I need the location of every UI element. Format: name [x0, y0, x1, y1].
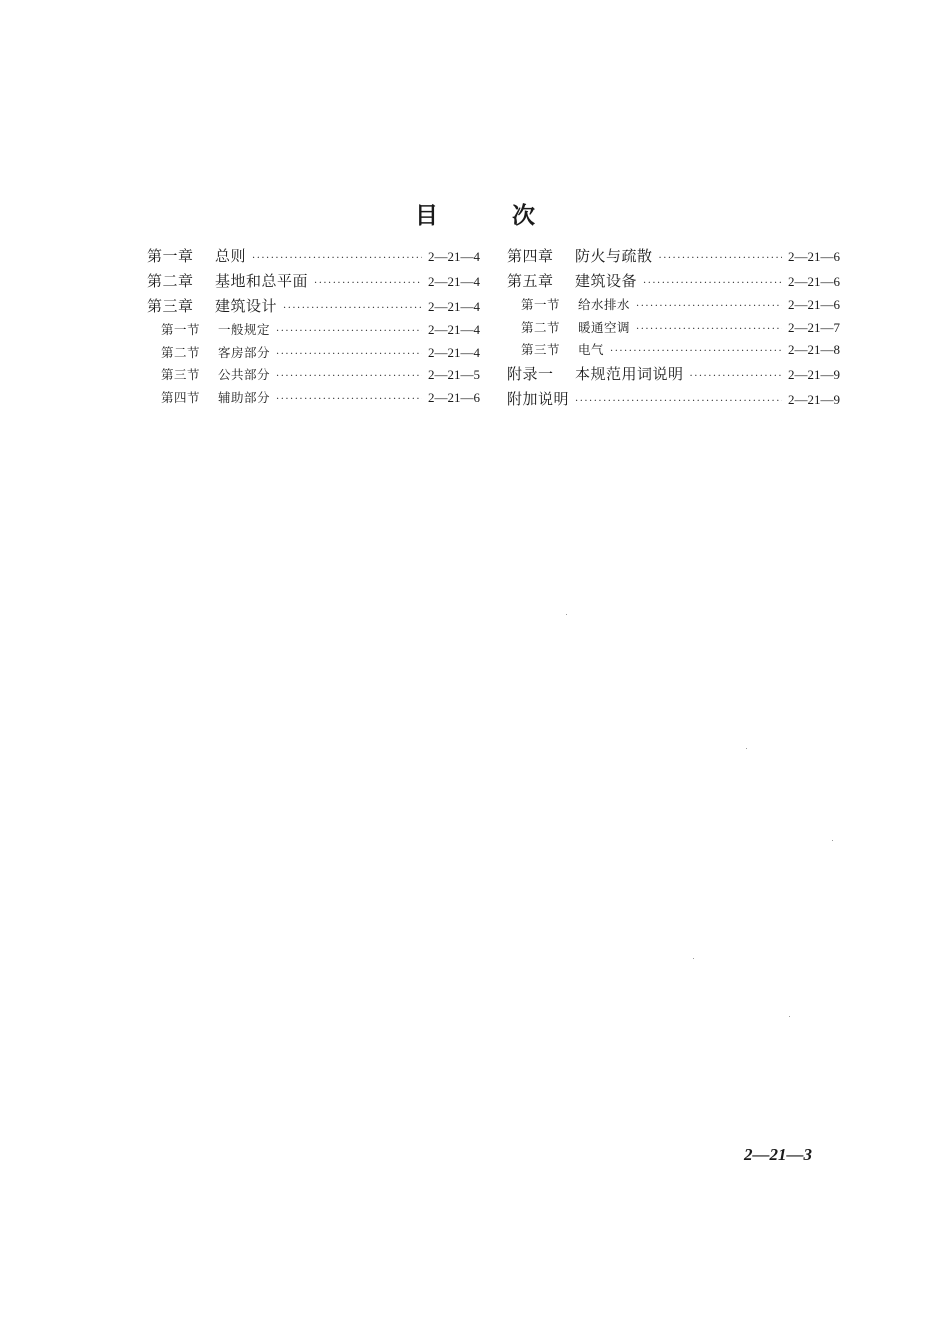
- toc-leader-dots: [276, 389, 422, 410]
- toc-entry-page: 2—21—4: [428, 274, 480, 289]
- toc-leader-dots: [636, 319, 782, 340]
- scan-speck: [789, 1016, 790, 1017]
- toc-entry-title: 公共部分: [218, 367, 271, 382]
- toc-entry-title: 给水排水: [578, 297, 631, 312]
- toc-entry[interactable]: [507, 387, 840, 412]
- toc-entry[interactable]: [147, 294, 480, 319]
- toc-entry-page: 2—21—5: [428, 367, 480, 382]
- toc-leader-dots: [276, 366, 422, 387]
- toc-entry-number: 第三节: [161, 367, 201, 382]
- toc-entry-number: 第二节: [161, 344, 201, 360]
- toc-leader-dots: [283, 296, 422, 319]
- scan-speck: [693, 958, 694, 959]
- toc-entry[interactable]: [507, 339, 840, 362]
- toc-entry-page: 2—21—4: [428, 322, 480, 337]
- toc-entry-page: 2—21—6: [788, 297, 840, 312]
- toc-entry-title: 客房部分: [218, 344, 271, 360]
- toc-entry-number: 第四章: [507, 247, 554, 265]
- toc-entry[interactable]: [147, 319, 480, 342]
- toc-entry-title: 暖通空调: [578, 319, 631, 335]
- toc-entry-number: 第一节: [521, 297, 561, 312]
- toc-leader-dots: [276, 321, 422, 342]
- toc-entry-number: 第一章: [147, 247, 194, 265]
- toc-entry-number: 第五章: [507, 272, 554, 290]
- toc-entry-number: 第三章: [147, 297, 194, 315]
- toc-leader-dots: [659, 246, 782, 269]
- toc-entry-page: 2—21—4: [428, 344, 480, 360]
- toc-entry-page: 2—21—6: [428, 389, 480, 405]
- toc-entry[interactable]: [147, 244, 480, 269]
- toc-entry-number: 第二章: [147, 272, 194, 290]
- toc-entry-title: 附加说明: [507, 389, 570, 408]
- toc-entry[interactable]: [507, 294, 840, 317]
- toc-entry-page: 2—21—9: [788, 366, 840, 382]
- toc-entry[interactable]: [507, 269, 840, 294]
- toc-entry[interactable]: [147, 387, 480, 410]
- toc-entry-page: 2—21—8: [788, 342, 840, 357]
- page-title-part-1: 目: [415, 203, 438, 230]
- toc-entry[interactable]: [147, 364, 480, 387]
- toc-right-column: [507, 244, 840, 412]
- toc-leader-dots: [314, 271, 422, 294]
- toc-leader-dots: [636, 296, 782, 317]
- page-title: [0, 197, 950, 230]
- toc-entry[interactable]: [507, 317, 840, 340]
- toc-entry-number: 第二节: [521, 319, 561, 335]
- toc-entry-page: 2—21—9: [788, 391, 840, 407]
- toc-entry-title: 辅助部分: [218, 389, 271, 405]
- toc-entry-title: 建筑设备: [575, 272, 638, 290]
- toc-leader-dots: [252, 246, 422, 269]
- toc-entry-title: 一般规定: [218, 322, 271, 337]
- scan-speck: [746, 748, 747, 749]
- toc-entry[interactable]: [507, 362, 840, 387]
- toc-leader-dots: [276, 344, 422, 365]
- toc-entry-page: 2—21—6: [788, 274, 840, 289]
- toc-entry-page: 2—21—7: [788, 319, 840, 335]
- toc-left-column: [147, 244, 480, 409]
- toc-entry-title: 电气: [578, 342, 605, 357]
- toc-entry-number: 附录一: [507, 364, 554, 383]
- toc-entry-title: 基地和总平面: [215, 272, 309, 290]
- toc-entry-page: 2—21—6: [788, 249, 840, 264]
- page-title-part-2: 次: [512, 203, 535, 230]
- toc-leader-dots: [610, 341, 782, 362]
- toc-entry-number: 第三节: [521, 342, 561, 357]
- toc-entry-number: 第四节: [161, 389, 201, 405]
- toc-entry-number: 第一节: [161, 322, 201, 337]
- scan-speck: [832, 840, 833, 841]
- toc-leader-dots: [643, 271, 782, 294]
- toc-leader-dots: [575, 389, 782, 412]
- toc-leader-dots: [690, 364, 782, 387]
- page-number: 2—21—3: [744, 1145, 812, 1164]
- toc-entry-title: 建筑设计: [215, 297, 278, 315]
- toc-entry-page: 2—21—4: [428, 299, 480, 314]
- toc-entry-title: 总则: [215, 247, 247, 265]
- toc-entry-title: 本规范用词说明: [575, 364, 684, 383]
- toc-entry[interactable]: [507, 244, 840, 269]
- toc-entry[interactable]: [147, 342, 480, 365]
- toc-entry-title: 防火与疏散: [575, 247, 653, 265]
- toc-entry[interactable]: [147, 269, 480, 294]
- scan-speck: [566, 614, 567, 615]
- toc-entry-page: 2—21—4: [428, 249, 480, 264]
